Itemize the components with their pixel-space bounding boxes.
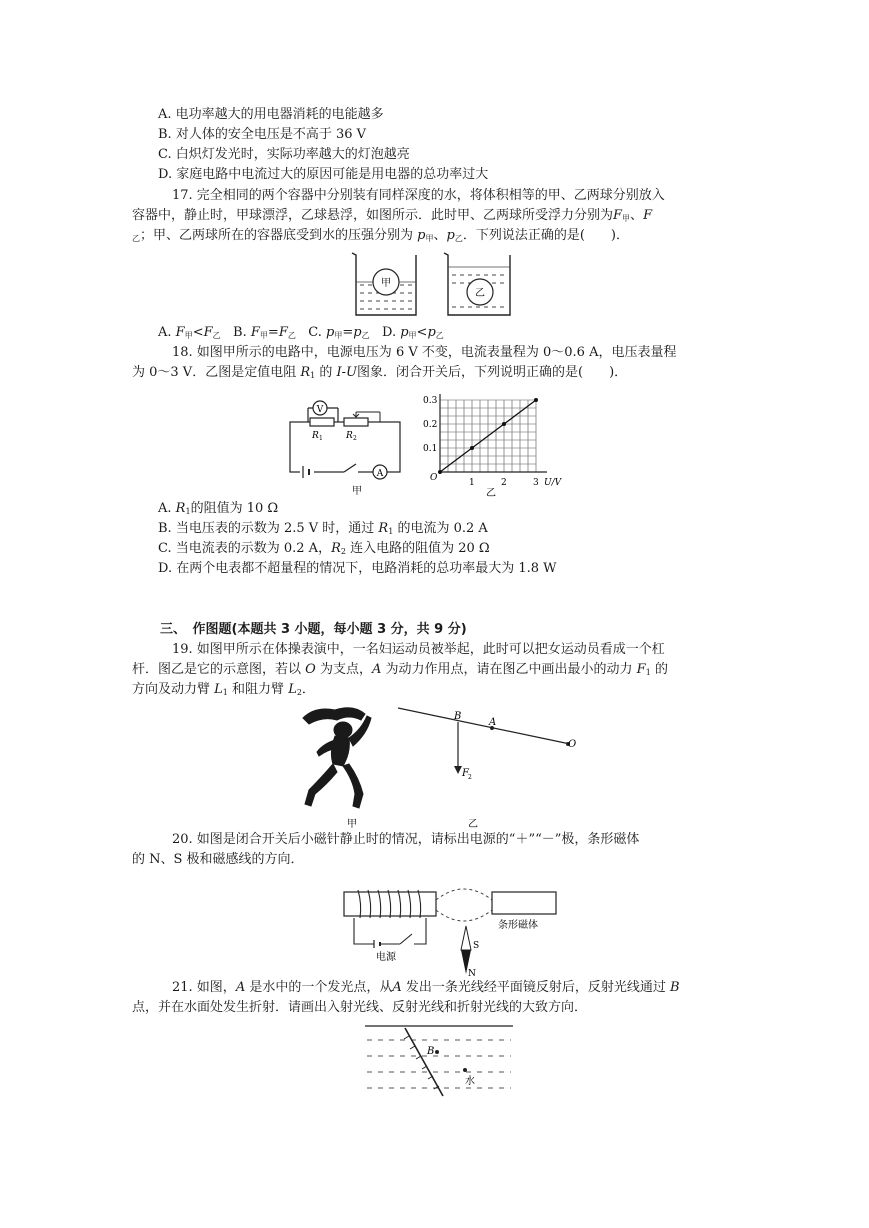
y-tick-label: 0.2 — [423, 420, 438, 430]
needle-s-label: S — [473, 941, 480, 951]
lever-force-f2: F — [462, 768, 469, 779]
q18-line2: 为 0～3 V．乙图是定值电阻 $R_1$ 的 I-U图象．闭合开关后，下列说明正确的是( )． — [132, 365, 628, 380]
q20-electromagnet-figure — [340, 878, 560, 978]
voltmeter-label: V — [316, 405, 324, 415]
r2-label: R — [346, 431, 353, 441]
q18-option-b: B. 当电压表的示数为 2.5 V 时，通过 $R_1$ 的电流为 0.2 A — [158, 521, 488, 536]
circuit-caption: 甲 — [352, 486, 362, 497]
ball-jia-label: 甲 — [381, 278, 391, 289]
r1-label: R — [312, 431, 319, 441]
svg-text:1: 1 — [319, 435, 323, 442]
lever-caption: 乙 — [468, 819, 478, 830]
data-point — [502, 422, 506, 426]
q18-option-c: C. 当电流表的示数为 0.2 A，$R_2$ 连入电路的阻值为 20 Ω — [158, 541, 490, 556]
svg-text:2: 2 — [468, 774, 472, 781]
q17-line3: $_乙$；甲、乙两球所在的容器底受到水的压强分别为 $p_甲$、$p_乙$．下列说法正确的是( )． — [132, 228, 629, 243]
q21-line2: 点，并在水面处发生折射．请画出入射光线、反射光线和折射光线的大致方向． — [132, 1000, 588, 1015]
q21-water-label: 水 — [465, 1076, 475, 1087]
q17-options: A. $F_甲<F_乙$ B. $F_甲=F_乙$ C. $p_甲=p_乙$ D. $p_甲<p_乙$ — [158, 325, 444, 340]
q20-line2: 的 N、S 极和磁感线的方向． — [132, 852, 304, 867]
q16-option-b: B. 对人体的安全电压是不高于 36 V — [158, 127, 367, 142]
bar-magnet-label: 条形磁体 — [498, 920, 538, 931]
q17-containers-figure — [340, 245, 540, 325]
q19-lever-diagram — [392, 700, 577, 830]
q18-option-a: A. $R_1$的阻值为 10 Ω — [158, 501, 279, 516]
section-3-title: 三、 作图题(本题共 3 小题，每小题 3 分，共 9 分) — [160, 622, 467, 637]
x-tick-label: 2 — [501, 478, 507, 488]
data-point — [470, 446, 474, 450]
x-tick-label: 1 — [469, 478, 475, 488]
q17-line2: 容器中，静止时，甲球漂浮，乙球悬浮，如图所示．此时甲、乙两球所受浮力分别为$F_甲$、F — [132, 208, 653, 223]
q18-line1: 18. 如图甲所示的电路中，电源电压为 6 V 不变，电流表量程为 0～0.6 A，电压表量程 — [172, 345, 677, 360]
q18-option-d: D. 在两个电表都不超量程的情况下，电路消耗的总功率最大为 1.8 W — [158, 561, 557, 576]
q19-line1: 19. 如图甲所示在体操表演中，一名妇运动员被举起，此时可以把女运动员看成一个杠 — [172, 642, 665, 657]
data-point — [534, 398, 538, 402]
svg-text:2: 2 — [353, 435, 357, 442]
q19-gymnast-figure — [295, 700, 405, 830]
q20-line1: 20. 如图是闭合开关后小磁针静止时的情况，请标出电源的“＋”“－”极，条形磁体 — [172, 832, 640, 847]
q18-circuit-figure — [280, 390, 420, 500]
q18-iu-graph — [422, 392, 572, 497]
graph-origin: O — [430, 473, 438, 483]
q21-water-mirror-figure — [355, 1018, 515, 1100]
lever-point-a: A — [489, 717, 497, 728]
q19-line2: 杆．图乙是它的示意图，若以 O 为支点，A 为动力作用点，请在图乙中画出最小的动力 $F_1$ 的 — [132, 662, 668, 677]
q16-option-a: A. 电功率越大的用电器消耗的电能越多 — [158, 107, 384, 122]
ball-yi-label: 乙 — [475, 288, 485, 299]
graph-x-axis-label: U/V — [544, 478, 562, 488]
q21-point-b: B — [427, 1046, 435, 1057]
gymnast-caption: 甲 — [347, 819, 357, 830]
x-tick-label: 3 — [533, 478, 539, 488]
ammeter-label: A — [376, 469, 384, 479]
q21-line1: 21. 如图，A 是水中的一个发光点，从A 发出一条光线经平面镜反射后，反射光线通过 B — [172, 980, 680, 995]
power-source-label: 电源 — [376, 952, 396, 963]
q16-option-c: C. 白炽灯发光时，实际功率越大的灯泡越亮 — [158, 147, 410, 162]
q19-line3: 方向及动力臂 $L_1$ 和阻力臂 $L_2$． — [132, 682, 315, 697]
lever-point-o: O — [568, 739, 577, 750]
q16-option-d: D. 家庭电路中电流过大的原因可能是用电器的总功率过大 — [158, 167, 489, 182]
q17-line1: 17. 完全相同的两个容器中分别装有同样深度的水，将体积相等的甲、乙两球分别放入 — [172, 188, 665, 203]
needle-n-label: N — [468, 969, 476, 979]
data-point — [438, 470, 442, 474]
graph-caption: 乙 — [486, 488, 496, 499]
y-tick-label: 0.3 — [423, 396, 438, 406]
y-tick-label: 0.1 — [423, 444, 438, 454]
lever-point-b: B — [454, 711, 462, 722]
